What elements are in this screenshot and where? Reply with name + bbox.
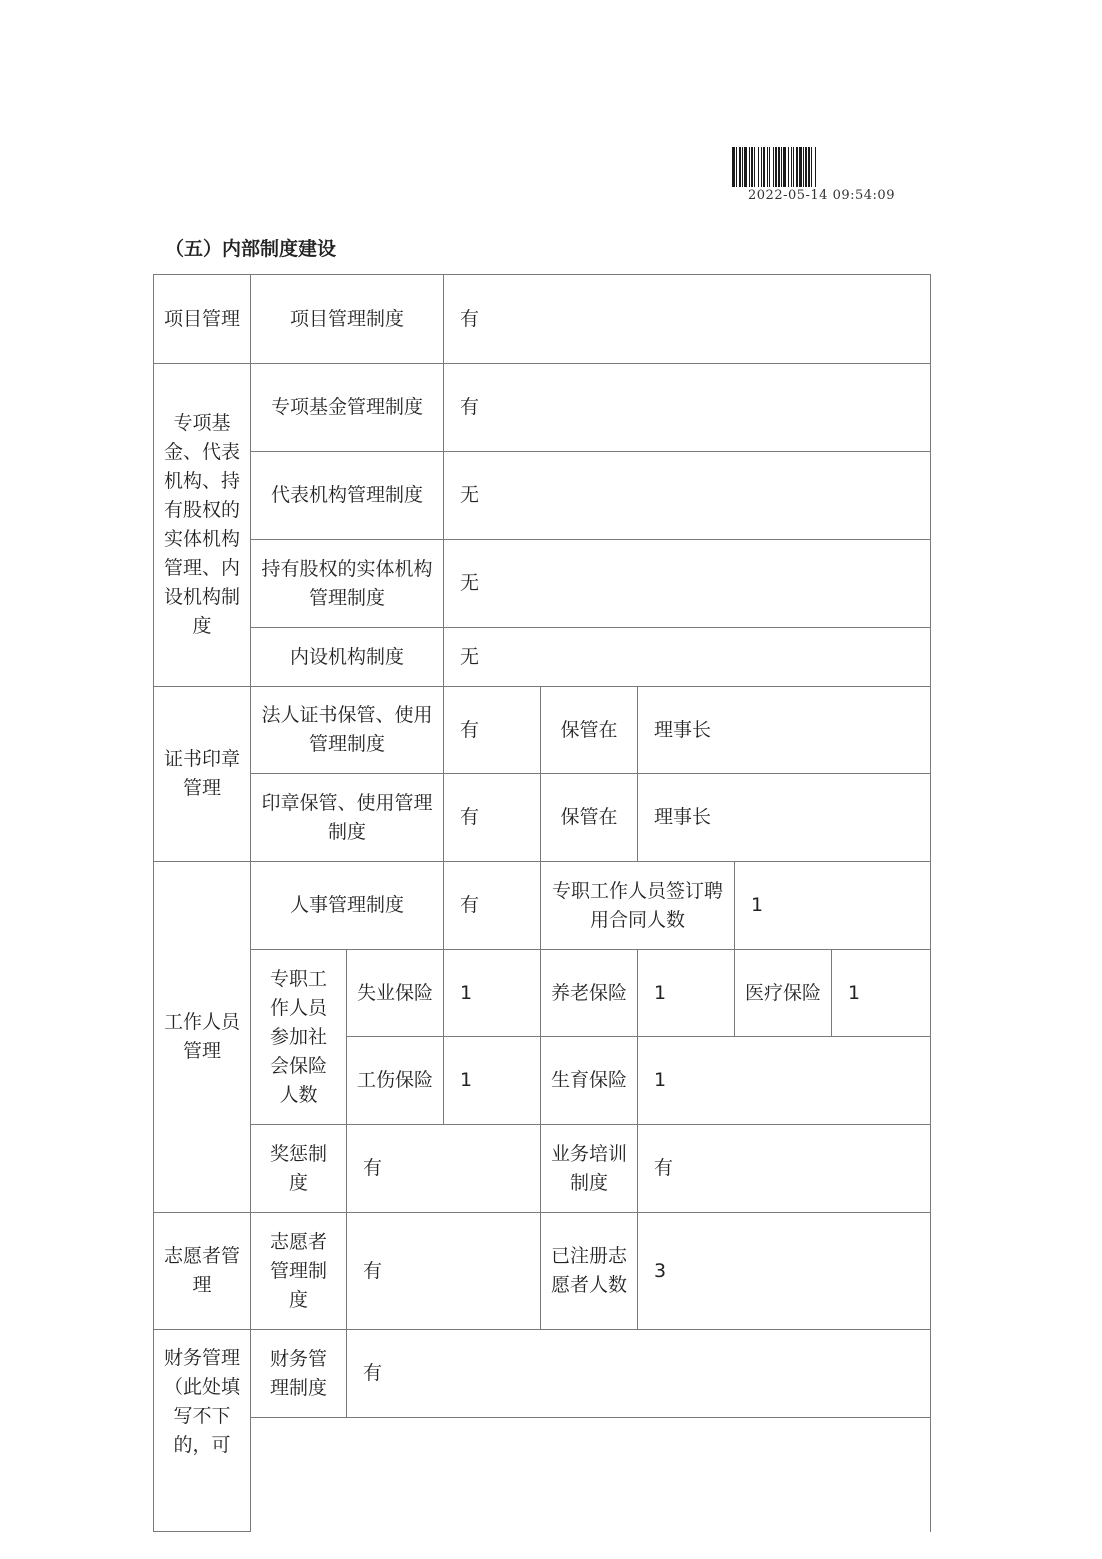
keeper-value: 理事长	[638, 774, 931, 862]
unemployment-value: 1	[444, 950, 541, 1037]
registered-value: 3	[638, 1213, 931, 1330]
finance-category: 财务管理（此处填写不下的，可	[154, 1330, 251, 1532]
seal-value: 有	[444, 774, 541, 862]
hr-value: 有	[444, 862, 541, 950]
keeper-label: 保管在	[541, 774, 638, 862]
project-item: 项目管理制度	[251, 275, 444, 364]
injury-value: 1	[444, 1037, 541, 1125]
unemployment-label: 失业保险	[347, 950, 444, 1037]
volunteer-item: 志愿者管理制度	[251, 1213, 347, 1330]
keeper-value: 理事长	[638, 687, 931, 774]
special-item: 代表机构管理制度	[251, 452, 444, 540]
medical-value: 1	[832, 950, 931, 1037]
pension-label: 养老保险	[541, 950, 638, 1037]
barcode-timestamp: 2022-05-14 09:54:09	[748, 188, 895, 203]
maternity-value: 1	[638, 1037, 931, 1125]
seal-category: 证书印章管理	[154, 687, 251, 862]
finance-item: 财务管理制度	[251, 1330, 347, 1418]
special-value: 无	[444, 628, 931, 687]
staff-category: 工作人员管理	[154, 862, 251, 1213]
finance-blank-cell	[251, 1418, 931, 1532]
special-value: 无	[444, 452, 931, 540]
registered-label: 已注册志愿者人数	[541, 1213, 638, 1330]
seal-item: 法人证书保管、使用管理制度	[251, 687, 444, 774]
special-item: 持有股权的实体机构管理制度	[251, 540, 444, 628]
project-value: 有	[444, 275, 931, 364]
barcode	[732, 147, 932, 187]
contract-value: 1	[735, 862, 931, 950]
volunteer-value: 有	[347, 1213, 541, 1330]
reward-value: 有	[347, 1125, 541, 1213]
internal-system-table	[153, 274, 931, 1532]
project-category: 项目管理	[154, 275, 251, 364]
training-value: 有	[638, 1125, 931, 1213]
volunteer-category: 志愿者管理	[154, 1213, 251, 1330]
injury-label: 工伤保险	[347, 1037, 444, 1125]
special-value: 有	[444, 364, 931, 452]
seal-item: 印章保管、使用管理制度	[251, 774, 444, 862]
insurance-label: 专职工作人员参加社会保险人数	[251, 950, 347, 1125]
reward-label: 奖惩制度	[251, 1125, 347, 1213]
section-title: （五）内部制度建设	[165, 238, 337, 260]
contract-label: 专职工作人员签订聘用合同人数	[541, 862, 735, 950]
special-value: 无	[444, 540, 931, 628]
special-item: 专项基金管理制度	[251, 364, 444, 452]
medical-label: 医疗保险	[735, 950, 832, 1037]
keeper-label: 保管在	[541, 687, 638, 774]
finance-value: 有	[347, 1330, 931, 1418]
special-category: 专项基金、代表机构、持有股权的实体机构管理、内设机构制度	[154, 364, 251, 687]
hr-item: 人事管理制度	[251, 862, 444, 950]
pension-value: 1	[638, 950, 735, 1037]
seal-value: 有	[444, 687, 541, 774]
maternity-label: 生育保险	[541, 1037, 638, 1125]
special-item: 内设机构制度	[251, 628, 444, 687]
training-label: 业务培训制度	[541, 1125, 638, 1213]
